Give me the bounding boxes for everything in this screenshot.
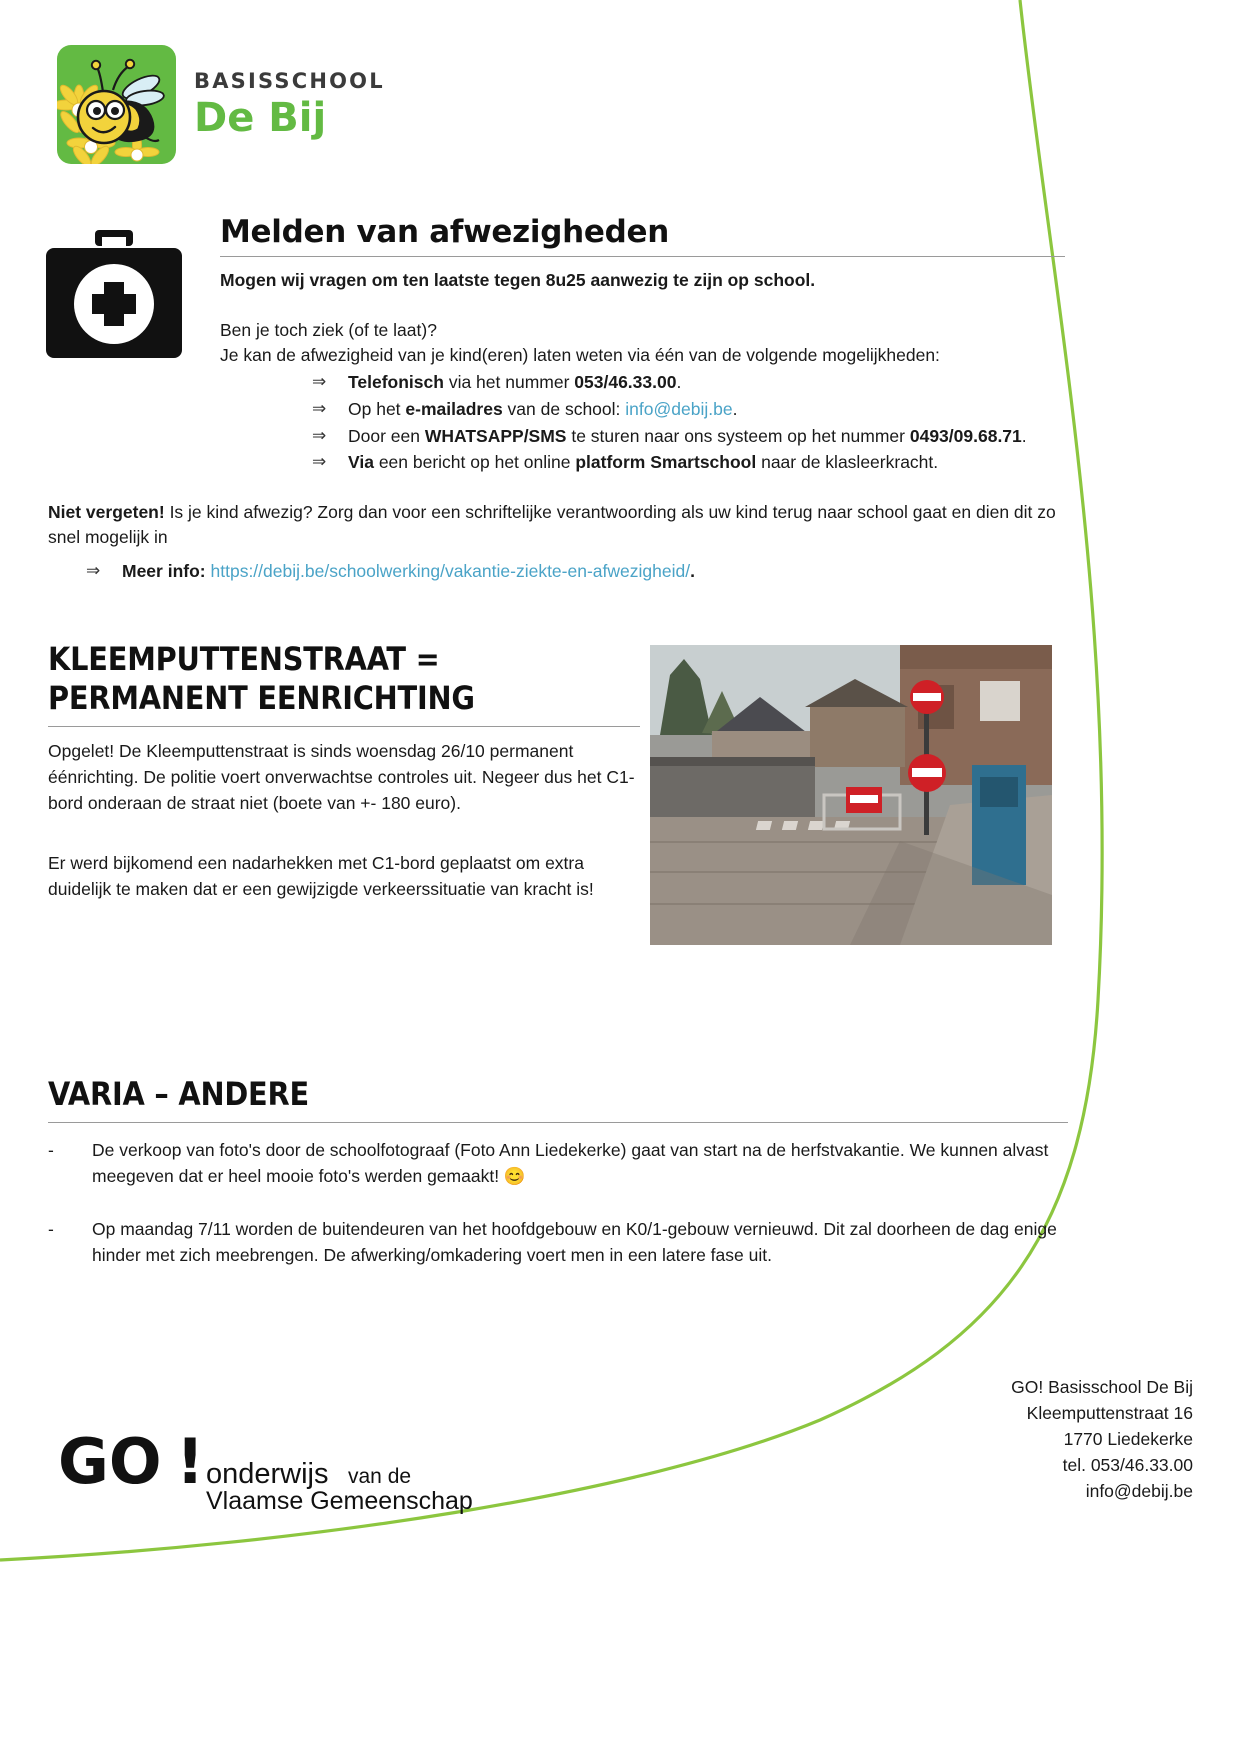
logo-text-de-bij: De Bij — [194, 95, 327, 141]
kleem-heading-line-1: KLEEMPUTTENSTRAAT = — [48, 640, 440, 678]
option-3-text-1: te sturen naar ons systeem op het nummer — [566, 425, 910, 446]
arrow-bullet-icon: ⇒ — [86, 560, 101, 580]
section-melden-van-afwezigheden — [220, 214, 1065, 476]
list-item — [86, 558, 1068, 585]
footer-address-block — [1011, 1375, 1193, 1504]
svg-text:Vlaamse Gemeenschap: Vlaamse Gemeenschap — [206, 1487, 473, 1515]
niet-vergeten-text: Is je kind afwezig? Zorg dan voor een schriftelijke verantwoording als uw kind terug naar school gaat en dien dit zo snel mogelijk in — [48, 502, 1056, 547]
arrow-bullet-icon: ⇒ — [312, 452, 327, 472]
option-4-bold-1: Via — [348, 452, 374, 473]
varia-heading: VARIA – ANDERE — [48, 1075, 309, 1113]
varia-items-list — [48, 1137, 1068, 1268]
dash-bullet-icon: - — [48, 1218, 54, 1239]
page-title: Melden van afwezigheden — [220, 214, 669, 250]
section-varia-andere — [48, 1075, 1068, 1294]
option-4-text-1: een bericht op het online — [373, 452, 576, 473]
footer-address-line-3: 1770 Liedekerke — [1063, 1428, 1193, 1449]
footer-address-line-4: tel. 053/46.33.00 — [1062, 1454, 1193, 1475]
meer-info-list — [48, 558, 1068, 585]
melden-question-2: Je kan de afwezigheid van je kind(eren) laten weten via één van de volgende mogelijkheden: — [220, 344, 940, 365]
option-2-text-0: Op het — [348, 399, 406, 420]
meer-info-period: . — [690, 560, 695, 581]
section-kleemputtenstraat — [48, 640, 640, 903]
option-3-text-2: . — [1021, 425, 1027, 446]
option-1-bold-1: Telefonisch — [348, 372, 444, 393]
footer-address-line-1: GO! Basisschool De Bij — [1011, 1377, 1193, 1397]
footer-address-line-2: Kleemputtenstraat 16 — [1026, 1402, 1193, 1423]
list-item — [312, 449, 1065, 476]
varia-item-2-text: Op maandag 7/11 worden de buitendeuren van het hoofdgebouw en K0/1-gebouw vernieuwd. Dit zal doorheen de dag enige hinder met zich meebrengen. De afwerking/omkadering voert men in een latere fase uit. — [92, 1218, 1057, 1265]
option-2-text-1: van de school: — [502, 399, 626, 420]
option-4-text-2: naar de klasleerkracht. — [756, 452, 939, 473]
list-item — [48, 1216, 1068, 1269]
option-1-phone: 053/46.33.00 — [574, 372, 677, 393]
list-item — [312, 423, 1065, 450]
title-divider — [220, 256, 1065, 257]
svg-text:!: ! — [176, 1425, 205, 1498]
kleem-heading — [48, 640, 640, 718]
footer-address-line-5[interactable]: info@debij.be — [1085, 1480, 1193, 1501]
melden-options-list — [220, 369, 1065, 475]
go-onderwijs-logo — [58, 1425, 478, 1515]
option-2-text-2: . — [732, 399, 738, 420]
kleem-divider — [48, 726, 640, 727]
option-2-bold-1: e-mailadres — [405, 399, 503, 420]
option-3-phone: 0493/09.68.71 — [909, 425, 1022, 446]
arrow-bullet-icon: ⇒ — [312, 399, 327, 419]
option-3-text-0: Door een — [348, 425, 425, 446]
list-item — [48, 1137, 1068, 1190]
svg-text:onderwijs: onderwijs — [206, 1458, 329, 1490]
option-1-text-2: . — [676, 372, 682, 393]
svg-text:GO: GO — [58, 1425, 162, 1498]
kleem-paragraph-1: Opgelet! De Kleemputtenstraat is sinds woensdag 26/10 permanent éénrichting. De politie voert onverwachtse controles uit. Negeer dus het C1-bord onderaan de straat niet (boete van +- 180 euro). — [48, 741, 635, 813]
melden-lead-text: Mogen wij vragen om ten laatste tegen 8u25 aanwezig te zijn op school. — [220, 270, 816, 290]
meer-info-url-link[interactable]: https://debij.be/schoolwerking/vakantie-ziekte-en-afwezigheid/ — [210, 560, 691, 581]
dash-bullet-icon: - — [48, 1140, 54, 1161]
logo-text-basisschool: BASISSCHOOL — [194, 69, 385, 93]
list-item — [312, 369, 1065, 396]
varia-divider — [48, 1122, 1068, 1123]
option-1-text-1: via het nummer — [443, 372, 575, 393]
school-logo — [57, 45, 385, 164]
niet-vergeten-bold-lead: Niet vergeten! — [48, 502, 165, 522]
option-4-bold-2: platform Smartschool — [575, 452, 757, 473]
melden-question-1: Ben je toch ziek (of te laat)? — [220, 319, 437, 340]
section-niet-vergeten — [48, 500, 1068, 584]
option-3-bold-1: WHATSAPP/SMS — [424, 425, 567, 446]
list-item — [312, 396, 1065, 423]
niet-vergeten-paragraph — [48, 500, 1068, 550]
varia-item-1-text: De verkoop van foto's door de schoolfotograaf (Foto Ann Liedekerke) gaat van start na de herfstvakantie. We kunnen alvast meegeven dat er heel mooie foto's werden gemaakt! 😊 — [92, 1140, 1049, 1187]
bee-logo-icon — [57, 45, 176, 164]
street-photo-one-way-sign — [650, 645, 1052, 945]
email-link[interactable]: info@debij.be — [625, 399, 733, 420]
first-aid-kit-icon — [40, 228, 188, 363]
kleem-paragraph-2: Er werd bijkomend een nadarhekken met C1-bord geplaatst om extra duidelijk te maken dat er een gewijzigde verkeerssituatie van kracht is! — [48, 852, 594, 899]
arrow-bullet-icon: ⇒ — [312, 372, 327, 392]
kleem-heading-line-2: PERMANENT EENRICHTING — [48, 679, 475, 718]
meer-info-label: Meer info: — [122, 560, 206, 581]
svg-text:van de: van de — [348, 1465, 412, 1488]
arrow-bullet-icon: ⇒ — [312, 425, 327, 445]
